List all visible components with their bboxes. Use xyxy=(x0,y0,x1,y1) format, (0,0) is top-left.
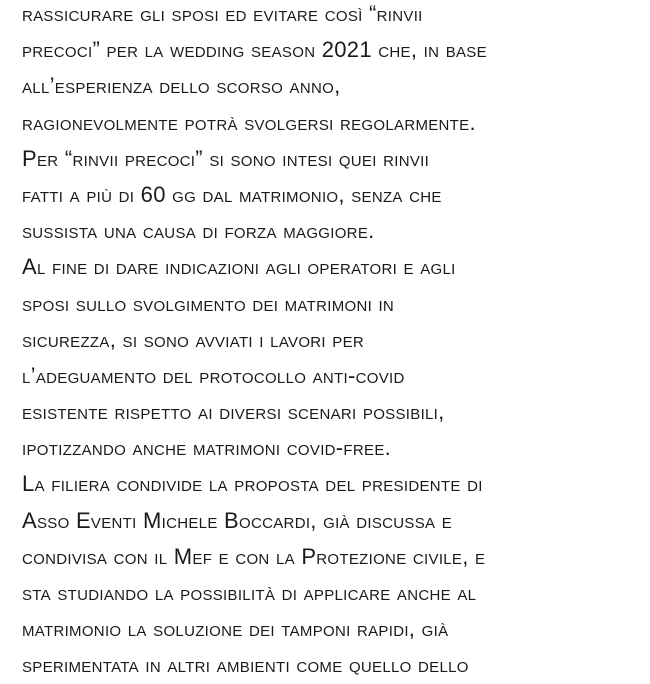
text-line: matrimonio la soluzione dei tamponi rapidi, già xyxy=(22,616,449,642)
text-line: ragionevolmente potrà svolgersi regolarmente. xyxy=(22,109,476,135)
text-line: precoci” per la wedding season 2021 che, in base xyxy=(22,37,487,63)
text-line: sta studiando la possibilità di applicare anche al xyxy=(22,580,477,605)
text-line: sussista una causa di forza maggiore. xyxy=(22,218,375,244)
text-line: sperimentata in altri ambienti come quello dello xyxy=(22,652,469,678)
text-line: l’adeguamento del protocollo anti-covid xyxy=(22,362,405,388)
text-line: Asso Eventi Michele Boccardi, già discussa e xyxy=(22,507,453,533)
text-line: rassicurare gli sposi ed evitare così “rinvii xyxy=(22,1,423,26)
paragraph-start-line: Per “rinvii precoci” si sono intesi quei rinvii xyxy=(22,145,430,171)
text-line: condivisa con il Mef e con la Protezione civile, e xyxy=(22,543,486,569)
paragraph-start-line: Al fine di dare indicazioni agli operatori e agli xyxy=(22,254,456,280)
text-line: sicurezza, si sono avviati i lavori per xyxy=(22,326,365,352)
text-line: ipotizzando anche matrimoni covid-free. xyxy=(22,435,392,461)
paragraph-start-line: La filiera condivide la proposta del presidente di xyxy=(22,471,483,497)
text-line: fatti a più di 60 gg dal matrimonio, senza che xyxy=(22,181,442,207)
text-line: all’esperienza dello scorso anno, xyxy=(22,73,341,99)
text-line: esistente rispetto ai diversi scenari possibili, xyxy=(22,399,445,425)
text-line: sposi sullo svolgimento dei matrimoni in xyxy=(22,290,395,316)
document-body xyxy=(22,0,642,684)
